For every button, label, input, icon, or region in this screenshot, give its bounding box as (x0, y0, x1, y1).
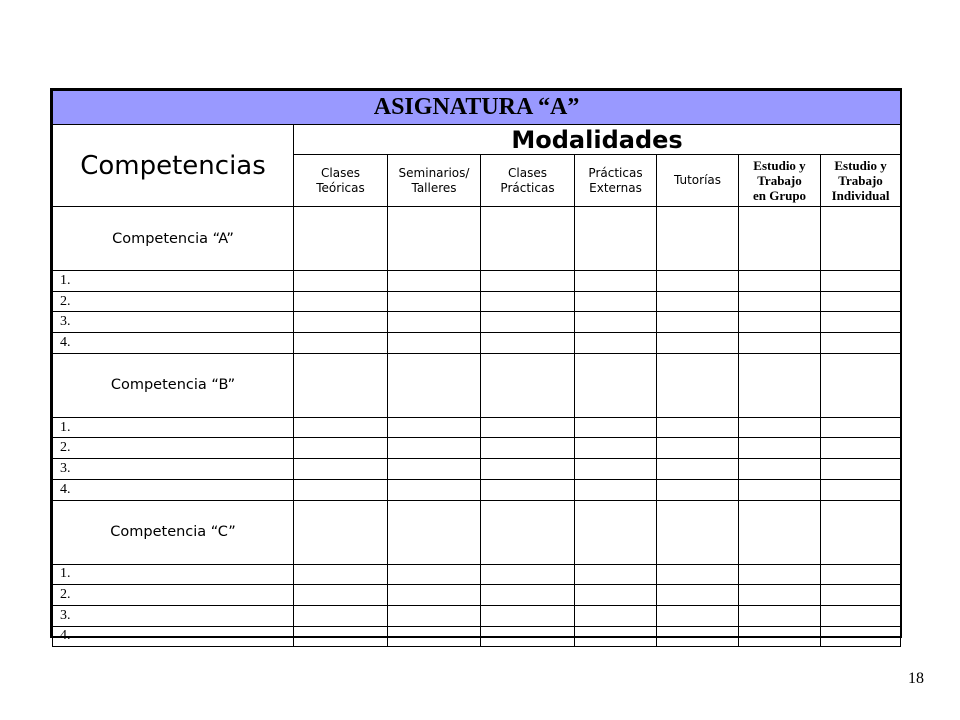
empty-cell[interactable] (575, 353, 657, 417)
empty-cell[interactable] (481, 271, 575, 292)
empty-cell[interactable] (575, 417, 657, 438)
table-row (53, 479, 901, 500)
empty-cell[interactable] (657, 564, 739, 585)
empty-cell[interactable] (481, 312, 575, 333)
empty-cell[interactable] (388, 417, 481, 438)
empty-cell[interactable] (388, 438, 481, 459)
empty-cell[interactable] (657, 459, 739, 480)
empty-cell[interactable] (739, 353, 821, 417)
item-number: 3. (53, 312, 294, 333)
table-row (53, 291, 901, 312)
empty-cell[interactable] (294, 605, 388, 626)
competencia-row (53, 207, 901, 271)
column-header-line: Teóricas (316, 180, 365, 195)
empty-cell[interactable] (575, 479, 657, 500)
empty-cell[interactable] (657, 417, 739, 438)
empty-cell[interactable] (739, 479, 821, 500)
table-row (53, 438, 901, 459)
column-header (739, 155, 821, 207)
empty-cell[interactable] (821, 207, 901, 271)
empty-cell[interactable] (575, 564, 657, 585)
empty-cell[interactable] (739, 333, 821, 354)
item-number: 2. (53, 438, 294, 459)
table-row (53, 271, 901, 292)
empty-cell[interactable] (294, 459, 388, 480)
empty-cell[interactable] (388, 291, 481, 312)
item-number: 2. (53, 291, 294, 312)
empty-cell[interactable] (821, 271, 901, 292)
empty-cell[interactable] (575, 207, 657, 271)
empty-cell[interactable] (821, 312, 901, 333)
empty-cell[interactable] (294, 353, 388, 417)
item-number: 1. (53, 417, 294, 438)
empty-cell[interactable] (739, 291, 821, 312)
table-row (53, 564, 901, 585)
empty-cell[interactable] (388, 564, 481, 585)
empty-cell[interactable] (821, 564, 901, 585)
modalidades-header: Modalidades (294, 125, 901, 155)
empty-cell[interactable] (481, 564, 575, 585)
table-row (53, 585, 901, 606)
empty-cell[interactable] (294, 271, 388, 292)
competencia-name: Competencia “A” (53, 207, 294, 271)
empty-cell[interactable] (388, 333, 481, 354)
empty-cell[interactable] (294, 291, 388, 312)
empty-cell[interactable] (388, 626, 481, 647)
empty-cell[interactable] (739, 312, 821, 333)
table-row (53, 312, 901, 333)
empty-cell[interactable] (575, 605, 657, 626)
empty-cell[interactable] (575, 438, 657, 459)
empty-cell[interactable] (388, 207, 481, 271)
empty-cell[interactable] (294, 207, 388, 271)
column-header-line: Trabajo (838, 173, 883, 188)
empty-cell[interactable] (575, 312, 657, 333)
empty-cell[interactable] (739, 438, 821, 459)
empty-cell[interactable] (821, 438, 901, 459)
empty-cell[interactable] (388, 459, 481, 480)
empty-cell[interactable] (821, 353, 901, 417)
column-header (481, 155, 575, 207)
empty-cell[interactable] (657, 500, 739, 564)
empty-cell[interactable] (657, 585, 739, 606)
item-number: 2. (53, 585, 294, 606)
empty-cell[interactable] (481, 500, 575, 564)
empty-cell[interactable] (657, 353, 739, 417)
empty-cell[interactable] (388, 353, 481, 417)
competencia-row (53, 353, 901, 417)
empty-cell[interactable] (657, 312, 739, 333)
empty-cell[interactable] (294, 585, 388, 606)
empty-cell[interactable] (821, 291, 901, 312)
empty-cell[interactable] (657, 207, 739, 271)
competencias-table-frame (50, 88, 902, 644)
empty-cell[interactable] (481, 353, 575, 417)
empty-cell[interactable] (739, 459, 821, 480)
empty-cell[interactable] (481, 605, 575, 626)
column-header-line: Tutorías (673, 173, 722, 187)
column-header-line: Clases (508, 165, 547, 180)
empty-cell[interactable] (388, 585, 481, 606)
empty-cell[interactable] (657, 605, 739, 626)
empty-cell[interactable] (481, 438, 575, 459)
empty-cell[interactable] (657, 291, 739, 312)
column-header (388, 155, 481, 207)
item-number: 3. (53, 459, 294, 480)
item-number: 4. (53, 333, 294, 354)
empty-cell[interactable] (481, 291, 575, 312)
empty-cell[interactable] (739, 417, 821, 438)
column-header-line: Estudio y (753, 158, 806, 173)
table-row (53, 605, 901, 626)
competencia-name: Competencia “C” (53, 500, 294, 564)
competencia-name: Competencia “B” (53, 353, 294, 417)
empty-cell[interactable] (821, 605, 901, 626)
column-header (821, 155, 901, 207)
table-row (53, 459, 901, 480)
empty-cell[interactable] (657, 333, 739, 354)
column-header-line: Prácticas (500, 180, 555, 195)
empty-cell[interactable] (821, 417, 901, 438)
column-header-line: Prácticas (588, 165, 643, 180)
column-header-line: en Grupo (752, 188, 807, 203)
empty-cell[interactable] (294, 417, 388, 438)
column-header (657, 155, 739, 207)
column-header-line: Individual (831, 188, 890, 203)
competencias-header: Competencias (53, 125, 294, 207)
empty-cell[interactable] (575, 585, 657, 606)
empty-cell[interactable] (388, 605, 481, 626)
empty-cell[interactable] (481, 459, 575, 480)
table-row (53, 417, 901, 438)
empty-cell[interactable] (821, 459, 901, 480)
page-number: 18 (908, 670, 924, 687)
empty-cell[interactable] (739, 207, 821, 271)
empty-cell[interactable] (739, 271, 821, 292)
empty-cell[interactable] (821, 500, 901, 564)
competencias-table (52, 90, 901, 647)
empty-cell[interactable] (575, 626, 657, 647)
empty-cell[interactable] (821, 626, 901, 647)
empty-cell[interactable] (575, 291, 657, 312)
empty-cell[interactable] (481, 207, 575, 271)
empty-cell[interactable] (294, 333, 388, 354)
column-header-line: Seminarios/ (398, 165, 470, 180)
empty-cell[interactable] (575, 500, 657, 564)
empty-cell[interactable] (481, 333, 575, 354)
empty-cell[interactable] (739, 626, 821, 647)
column-header (294, 155, 388, 207)
empty-cell[interactable] (821, 333, 901, 354)
empty-cell[interactable] (575, 271, 657, 292)
column-header-line: Externas (589, 180, 642, 195)
column-header (575, 155, 657, 207)
column-header-line: Clases (321, 165, 360, 180)
empty-cell[interactable] (481, 417, 575, 438)
item-number: 4. (53, 626, 294, 647)
column-header-line: Estudio y (834, 158, 887, 173)
empty-cell[interactable] (481, 585, 575, 606)
empty-cell[interactable] (388, 271, 481, 292)
empty-cell[interactable] (575, 459, 657, 480)
empty-cell[interactable] (294, 626, 388, 647)
empty-cell[interactable] (657, 626, 739, 647)
empty-cell[interactable] (657, 479, 739, 500)
empty-cell[interactable] (739, 605, 821, 626)
item-number: 1. (53, 271, 294, 292)
column-header-line: Trabajo (757, 173, 802, 188)
empty-cell[interactable] (657, 271, 739, 292)
item-number: 4. (53, 479, 294, 500)
empty-cell[interactable] (388, 500, 481, 564)
empty-cell[interactable] (821, 479, 901, 500)
empty-cell[interactable] (294, 479, 388, 500)
empty-cell[interactable] (294, 564, 388, 585)
item-number: 1. (53, 564, 294, 585)
empty-cell[interactable] (388, 312, 481, 333)
empty-cell[interactable] (739, 500, 821, 564)
empty-cell[interactable] (294, 312, 388, 333)
empty-cell[interactable] (294, 438, 388, 459)
empty-cell[interactable] (481, 626, 575, 647)
empty-cell[interactable] (739, 564, 821, 585)
empty-cell[interactable] (575, 333, 657, 354)
empty-cell[interactable] (657, 438, 739, 459)
empty-cell[interactable] (481, 479, 575, 500)
item-number: 3. (53, 605, 294, 626)
table-title: ASIGNATURA “A” (53, 91, 901, 125)
competencia-row (53, 500, 901, 564)
empty-cell[interactable] (739, 585, 821, 606)
table-row (53, 626, 901, 647)
empty-cell[interactable] (388, 479, 481, 500)
empty-cell[interactable] (294, 500, 388, 564)
table-row (53, 333, 901, 354)
empty-cell[interactable] (821, 585, 901, 606)
column-header-line: Talleres (411, 180, 457, 195)
